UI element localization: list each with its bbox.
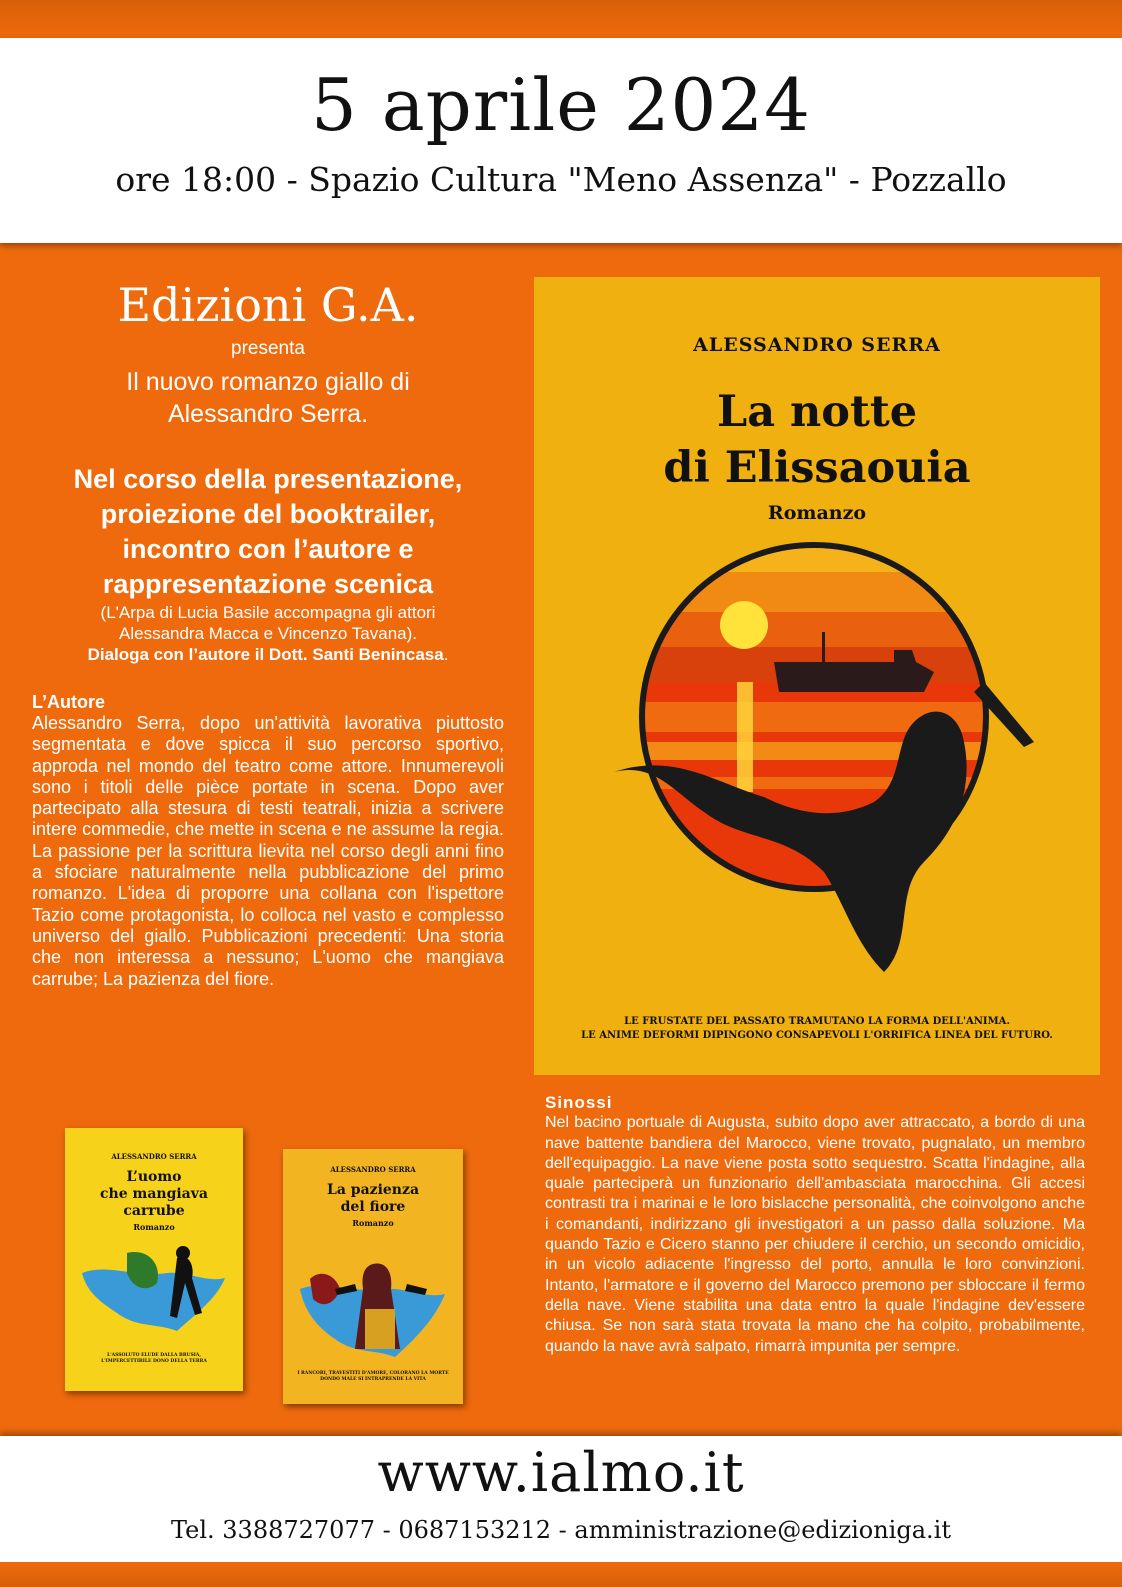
footer	[0, 1436, 1122, 1562]
previous-book-cover	[283, 1149, 463, 1404]
book-title	[283, 1182, 463, 1216]
book-tagline-line: DONDO MALE SI INTRAPRENDE LA VITA	[320, 1377, 426, 1382]
cover-author: ALESSANDRO SERRA	[693, 334, 941, 356]
website-link[interactable]: www.ialmo.it	[377, 1441, 745, 1504]
book-cover	[534, 277, 1100, 1075]
cover-illustration	[594, 542, 1054, 982]
top-band	[0, 0, 1122, 38]
moderator-period: .	[443, 645, 449, 664]
intro-line: Alessandro Serra.	[167, 400, 369, 428]
author-heading: L’Autore	[32, 692, 106, 712]
sun-icon	[720, 601, 768, 649]
book-author: ALESSANDRO SERRA	[330, 1165, 416, 1174]
intro-line: Il nuovo romanzo giallo di	[126, 368, 410, 396]
cover-title-line: La notte	[716, 387, 918, 437]
author-bio: Alessandro Serra, dopo un'attività lavorativa piuttosto segmentata e dove spicca il suo percorso sportivo, approda nel mondo del teatro come attore. Innumerevoli sono i titoli delle pièce portate in scena. Dopo aver partecipato alla stesura di testi teatrali, inizia a scrivere intere commedie, che mette in scena e ne assume la regia. La passione per la scrittura lievita nel corso degli anni fino a sfociare naturalmente nella pubblicazione del primo romanzo. L'idea di proporre una collana con l'ispettore Tazio come protagonista, lo colloca nel vasto e complesso universo del giallo. Pubblicazioni precedenti: Una storia che non interessa a nessuno; L'uomo che mangiava carrube; La pazienza del fiore.	[32, 713, 504, 989]
event-venue: ore 18:00 - Spazio Cultura "Meno Assenza" - Pozzallo	[115, 160, 1007, 199]
book-tagline-line: L'IMPERCETTIBILE DONO DELLA TERRA	[101, 1359, 207, 1364]
book-tagline-line: I RANCORI, TRAVESTITI D'AMORE, COLORANO LA MORTE	[297, 1371, 449, 1376]
contact-info: Tel. 3388727077 - 0687153212 - amministrazione@edizioniga.it	[171, 1516, 951, 1544]
book-author: ALESSANDRO SERRA	[111, 1152, 197, 1161]
highlight-line: incontro con l’autore e	[122, 534, 414, 564]
intro-text	[32, 366, 504, 430]
book-title-line: La pazienza	[326, 1182, 420, 1198]
moderator-text: Dialoga con l’autore il Dott. Santi Benincasa	[87, 645, 444, 664]
publisher-name: Edizioni G.A.	[117, 278, 419, 332]
book-illustration	[295, 1249, 451, 1364]
book-title-line: carrube	[123, 1203, 185, 1219]
book-subtitle: Romanzo	[133, 1222, 175, 1232]
book-tagline	[291, 1371, 455, 1383]
cover-tagline-line: LE ANIME DEFORMI DIPINGONO CONSAPEVOLI L'ORRIFICA LINEA DEL FUTURO.	[581, 1030, 1053, 1041]
event-highlights	[32, 462, 504, 665]
book-title-line: che mangiava	[100, 1186, 208, 1202]
book-tagline	[73, 1353, 235, 1365]
highlight-line: proiezione del booktrailer,	[100, 499, 436, 529]
cover-title-line: di Elissaouia	[663, 443, 971, 493]
presenta-text: presenta	[231, 338, 305, 359]
synopsis-heading: Sinossi	[545, 1093, 613, 1112]
book-title-line: L’uomo	[126, 1169, 182, 1185]
performers-line: (L'Arpa di Lucia Basile accompagna gli attori	[100, 603, 436, 622]
cover-title	[534, 384, 1100, 496]
bottom-band	[0, 1562, 1122, 1587]
highlight-line: Nel corso della presentazione,	[73, 464, 463, 494]
event-header	[0, 38, 1122, 243]
book-subtitle: Romanzo	[352, 1218, 394, 1228]
cover-subtitle: Romanzo	[767, 502, 867, 524]
moderator-line	[32, 644, 504, 665]
cover-tagline	[554, 1015, 1080, 1043]
previous-book-cover	[65, 1128, 243, 1391]
event-date: 5 aprile 2024	[311, 63, 811, 147]
book-tagline-line: L'ASSOLUTO ELUDE DALLA BRUSIA,	[107, 1353, 201, 1358]
presentation-section	[32, 270, 504, 990]
book-title	[65, 1169, 243, 1220]
performers-line: Alessandra Macca e Vincenzo Tavana).	[119, 624, 417, 643]
book-illustration	[77, 1243, 231, 1343]
synopsis-section	[545, 1093, 1085, 1357]
book-title-line: del fiore	[340, 1199, 406, 1215]
highlight-line: rappresentazione scenica	[102, 569, 434, 599]
synopsis-text: Nel bacino portuale di Augusta, subito dopo aver attraccato, a bordo di una nave battente bandiera del Marocco, viene trovato, pugnalato, un membro dell'equipaggio. La nave viene posta sotto sequestro. Scatta l'indagine, alla quale parteciperà un funzionario dell'ambasciata marocchina. Gli accesi contrasti tra i marinai e le loro bislacche personalità, che coinvolgono anche i comandanti, indirizzano gli investigatori a un passo dalla soluzione. Ma quando Tazio e Cicero stanno per chiudere il cerchio, un secondo omicidio, in un vicolo adiacente l'ingresso del porto, annulla le loro convinzioni. Intanto, l'armatore e il governo del Marocco premono per sbloccare il fermo della nave. Viene stabilita una data entro la quale l'indagine dev'essere chiusa. Se non sarà stata trovata la mano che ha colpito, probabilmente, quando la nave avrà salpato, rimarrà impunita per sempre.	[545, 1114, 1085, 1355]
cover-tagline-line: LE FRUSTATE DEL PASSATO TRAMUTANO LA FORMA DELL'ANIMA.	[624, 1016, 1010, 1027]
